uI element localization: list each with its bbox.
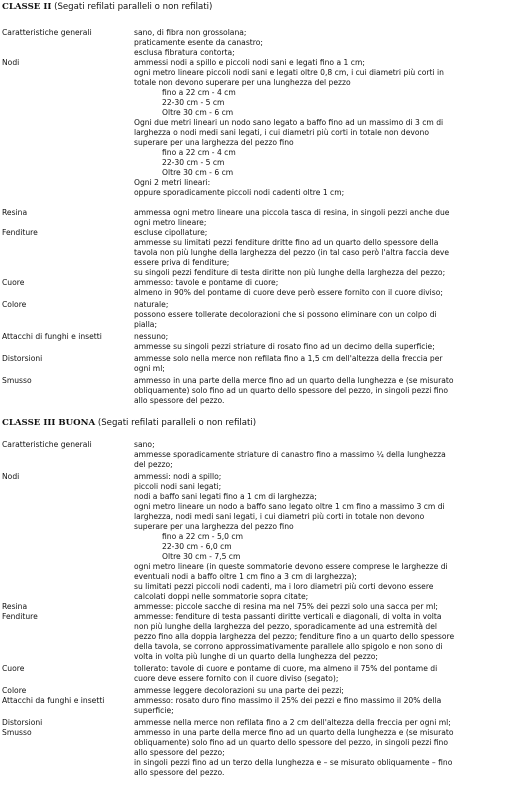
row-text-line: larghezza o nodi medi sani legati, i cui diametri più corti in totale non devono — [134, 128, 429, 137]
row-text-line: obliquamente) solo fino ad un quarto dello spessore del pezzo, in singoli pezzi fino — [134, 738, 448, 747]
class-title — [2, 2, 212, 12]
row-text-line: Oltre 30 cm - 7,5 cm — [162, 552, 241, 561]
row-label: Distorsioni — [2, 354, 43, 363]
row-text-line: nessuno; — [134, 332, 169, 341]
row-text-line: ogni metro lineare; — [134, 218, 207, 227]
row-text-line: ammessa ogni metro lineare una piccola tasca di resina, in singoli pezzi anche due — [134, 208, 450, 217]
row-text-line: allo spessore del pezzo; — [134, 748, 225, 757]
row-text-line: ammesse su singoli pezzi striature di rosato fino ad un decimo della superficie; — [134, 342, 435, 351]
row-text-line: superare per una larghezza del pezzo fino — [134, 138, 294, 147]
row-text-line: 22-30 cm - 6,0 cm — [162, 542, 232, 551]
row-text-line: 22-30 cm - 5 cm — [162, 158, 225, 167]
row-text-line: ammesse solo nella merce non refilata fino a 1,5 cm dell'altezza della freccia per — [134, 354, 443, 363]
row-text-line: naturale; — [134, 300, 169, 309]
row-label: Resina — [2, 602, 28, 611]
row-text-line: ammesse su limitati pezzi fenditure dritte fino ad un quarto dello spessore della — [134, 238, 439, 247]
row-text-line: della tavola, se corrono approssimativamente parallele allo spigolo e non sono di — [134, 642, 443, 651]
row-text-line: ogni metro lineare un nodo a baffo sano legato oltre 1 cm fino a massimo 3 cm di — [134, 502, 445, 511]
row-text-line: sano; — [134, 440, 155, 449]
row-text-line: superare per una larghezza del pezzo fino — [134, 522, 294, 531]
row-label: Nodi — [2, 58, 20, 67]
row-text-line: eventuali nodi a baffo oltre 1 cm fino a 3 cm di larghezza); — [134, 572, 357, 581]
row-label: Cuore — [2, 278, 25, 287]
row-label: Attacchi di funghi e insetti — [2, 332, 102, 341]
row-text-line: pialla; — [134, 320, 158, 329]
class-title-subtitle: (Segati refilati paralleli o non refilati) — [95, 418, 257, 428]
row-text-line: allo spessore del pezzo. — [134, 396, 225, 405]
row-text-line: fino a 22 cm - 5,0 cm — [162, 532, 244, 541]
row-text-line: tollerato: tavole di cuore e pontame di cuore, ma almeno il 75% del pontame di — [134, 664, 438, 673]
row-label: Smusso — [2, 728, 32, 737]
row-text-line: ogni metro lineare (in queste sommatorie devono essere comprese le larghezze di — [134, 562, 448, 571]
row-text-line: piccoli nodi sani legati; — [134, 482, 222, 491]
row-text-line: Ogni due metri lineari un nodo sano legato a baffo fino ad un massimo di 3 cm di — [134, 118, 444, 127]
row-label: Cuore — [2, 664, 25, 673]
row-label: Caratteristiche generali — [2, 28, 92, 37]
row-label: Resina — [2, 208, 28, 217]
row-label: Nodi — [2, 472, 20, 481]
row-label: Distorsioni — [2, 718, 43, 727]
row-text-line: ammesse nella merce non refilata fino a 2 cm dell'altezza della freccia per ogni ml; — [134, 718, 451, 727]
row-text-line: ammesse leggere decolorazioni su una parte dei pezzi; — [134, 686, 344, 695]
row-text-line: cuore deve essere fornito con il cuore diviso (segato); — [134, 674, 339, 683]
row-text-line: non più lunghe della larghezza del pezzo, sporadicamente ad una estremità del — [134, 622, 437, 631]
row-text-line: ammessi: nodi a spillo; — [134, 472, 222, 481]
row-text-line: possono essere tollerate decolorazioni che si possono eliminare con un colpo di — [134, 310, 437, 319]
row-text-line: ammesso: tavole e pontame di cuore; — [134, 278, 279, 287]
row-text-line: tavola non più lunghe della larghezza del pezzo (in tal caso però l'altra faccia deve — [134, 248, 450, 257]
row-text-line: ammessi nodi a spillo e piccoli nodi sani e legati fino a 1 cm; — [134, 58, 365, 67]
row-text-line: volta in volta più lunghe di un quarto della lunghezza del pezzo; — [134, 652, 378, 661]
row-text-line: su limitati pezzi piccoli nodi cadenti, ma i loro diametri più corti devono essere — [134, 582, 434, 591]
row-text-line: pezzo fino alla doppia larghezza del pezzo; fenditure fino a un quarto dello spessore — [134, 632, 455, 641]
class-title — [2, 418, 256, 428]
row-label: Fenditure — [2, 228, 38, 237]
row-text-line: escluse cipollature; — [134, 228, 208, 237]
row-text-line: sano, di fibra non grossolana; — [134, 28, 247, 37]
row-text-line: nodi a baffo sani legati fino a 1 cm di larghezza; — [134, 492, 317, 501]
row-text-line: Oltre 30 cm - 6 cm — [162, 108, 234, 117]
row-text-line: ogni ml; — [134, 364, 165, 373]
row-text-line: almeno in 90% del pontame di cuore deve però essere fornito con il cuore diviso; — [134, 288, 443, 297]
row-text-line: del pezzo; — [134, 460, 173, 469]
row-text-line: fino a 22 cm - 4 cm — [162, 88, 236, 97]
row-text-line: superficie; — [134, 706, 174, 715]
row-label: Fenditure — [2, 612, 38, 621]
row-text-line: ammesse: fenditure di testa passanti diritte verticali e diagonali, di volta in volta — [134, 612, 442, 621]
class-title-subtitle: (Segati refilati paralleli o non refilati) — [51, 2, 213, 12]
row-text-line: praticamente esente da canastro; — [134, 38, 263, 47]
row-text-line: ammesso in una parte della merce fino ad un quarto della lunghezza e (se misurato — [134, 376, 454, 385]
row-label: Smusso — [2, 376, 32, 385]
row-label: Colore — [2, 300, 27, 309]
class-title-bold: CLASSE III BUONA — [2, 418, 96, 428]
row-text-line: obliquamente) solo fino ad un quarto dello spessore del pezzo, in singoli pezzi fino — [134, 386, 448, 395]
row-text-line: in singoli pezzi fino ad un terzo della lunghezza e – se misurato obliquamente – fino — [134, 758, 453, 767]
row-label: Attacchi da funghi e insetti — [2, 696, 105, 705]
row-text-line: ammesse: piccole sacche di resina ma nel 75% dei pezzi solo una sacca per ml; — [134, 602, 438, 611]
row-text-line: allo spessore del pezzo. — [134, 768, 225, 777]
row-text-line: larghezza, nodi medi sani legati, i cui diametri più corti in totale non devono — [134, 512, 425, 521]
row-label: Colore — [2, 686, 27, 695]
row-text-line: ogni metro lineare piccoli nodi sani e legati oltre 0,8 cm, i cui diametri più corti in — [134, 68, 444, 77]
row-text-line: fino a 22 cm - 4 cm — [162, 148, 236, 157]
row-text-line: Ogni 2 metri lineari: — [134, 178, 211, 187]
row-text-line: oppure sporadicamente piccoli nodi cadenti oltre 1 cm; — [134, 188, 345, 197]
row-text-line: Oltre 30 cm - 6 cm — [162, 168, 234, 177]
row-text-line: totale non devono superare per una lunghezza del pezzo — [134, 78, 351, 87]
row-label: Caratteristiche generali — [2, 440, 92, 449]
row-text-line: ammesso in una parte della merce fino ad un quarto della lunghezza e (se misurato — [134, 728, 454, 737]
row-text-line: su singoli pezzi fenditure di testa diritte non più lunghe della larghezza del pezzo; — [134, 268, 446, 277]
row-text-line: essere priva di fenditure; — [134, 258, 230, 267]
row-text-line: 22-30 cm - 5 cm — [162, 98, 225, 107]
row-text-line: ammesse sporadicamente striature di canastro fino a massimo ¼ della lunghezza — [134, 450, 446, 459]
row-text-line: esclusa fibratura contorta; — [134, 48, 235, 57]
class-title-bold: CLASSE II — [2, 2, 52, 12]
row-text-line: ammesso: rosato duro fino massimo il 25% dei pezzi e fino massimo il 20% della — [134, 696, 442, 705]
row-text-line: calcolati doppi nelle sommatorie sopra citate; — [134, 592, 309, 601]
